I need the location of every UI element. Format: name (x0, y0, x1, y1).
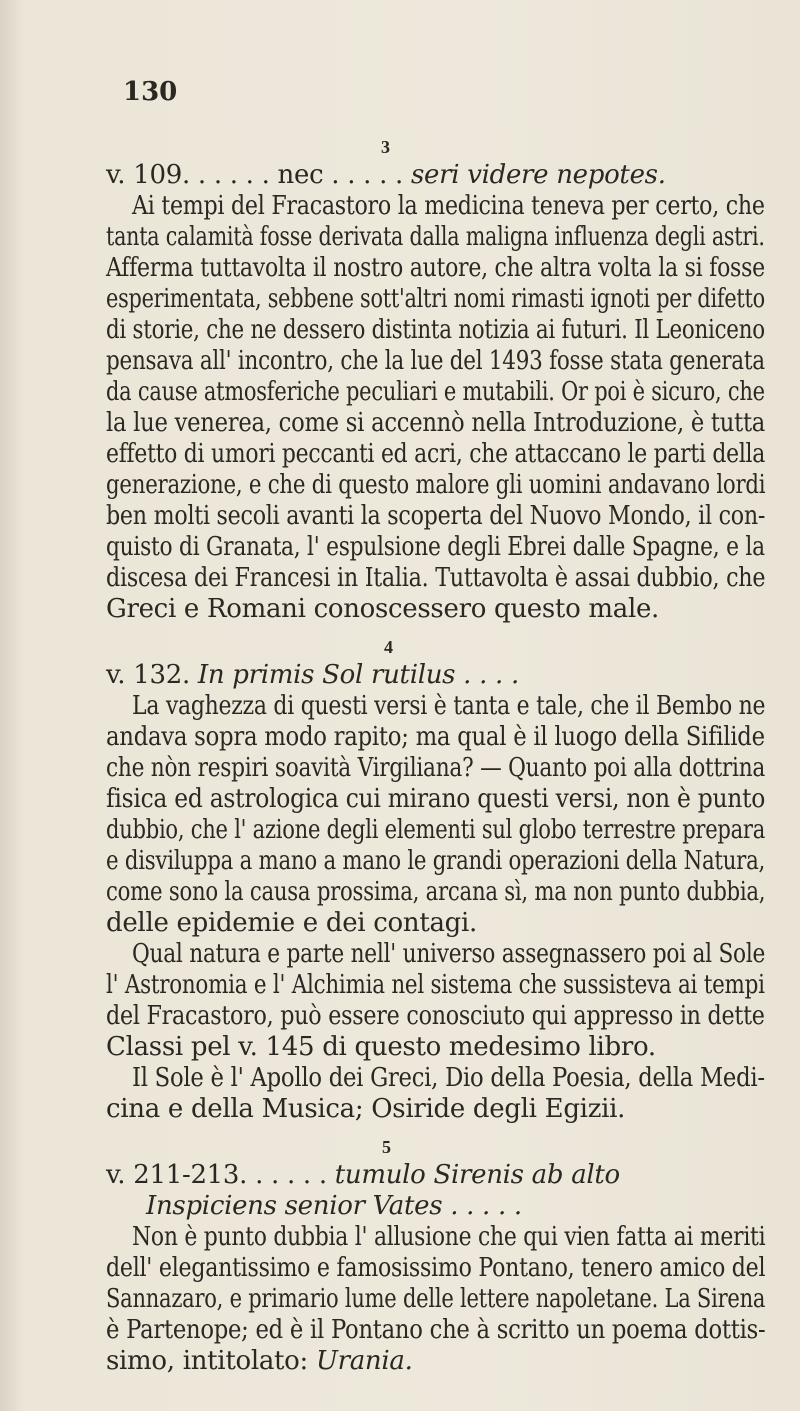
text-line: Ai tempi del Fracastoro la medicina teneva per certo, che (132, 191, 765, 221)
text-line: pensava all' incontro, che la lue del 1493 fosse stata generata (106, 346, 765, 376)
note-5-verse-ref: v. 211-213. . . . . . (106, 1160, 335, 1190)
text-line: fisica ed astrologica cui mirano questi versi, non è punto (106, 784, 766, 814)
text-line: dubbio, che l' azione degli elementi sul globo terrestre prepara (106, 815, 766, 845)
page-number: 130 (123, 77, 178, 107)
text-line: Sannazaro, e primario lume delle lettere napoletane. La Sirena (106, 1284, 766, 1314)
text-line: generazione, e che di questo malore gli uomini andavano lordi (106, 470, 766, 500)
poem-title: Urania. (315, 1346, 413, 1376)
text-line: che nòn respiri soavità Virgiliana? — Quanto poi alla dottrina (106, 753, 766, 783)
text-line: Greci e Romani conoscessero questo male. (106, 594, 660, 624)
note-3-reference (106, 160, 666, 190)
text-line: tanta calamità fosse derivata dalla maligna influenza degli astri. (106, 222, 765, 252)
text-line: e disviluppa a mano a mano le grandi operazioni della Natura, (106, 846, 766, 876)
text-line: del Fracastoro, può essere conosciuto qui appresso in dette (106, 1001, 765, 1031)
text-line: ben molti secoli avanti la scoperta del Nuovo Mondo, il con- (106, 501, 766, 531)
text-line: Afferma tuttavolta il nostro autore, che altra volta la si fosse (106, 253, 765, 283)
note-4-latin-quote: In primis Sol rutilus . . . . (197, 660, 519, 690)
text-line: da cause atmosferiche peculiari e mutabili. Or poi è sicuro, che (106, 377, 765, 407)
text-line: Classi pel v. 145 di questo medesimo libro. (106, 1032, 656, 1062)
note-3-verse-ref: v. 109. . . . . . nec . . . . . (106, 160, 411, 190)
text-line: cina e della Musica; Osiride degli Egizii. (106, 1094, 626, 1124)
text-line: La vaghezza di questi versi è tanta e tale, che il Bembo ne (132, 691, 766, 721)
text-line: dell' elegantissimo e famosissimo Pontano, tenero amico del (106, 1253, 766, 1283)
text-line: l' Astronomia e l' Alchimia nel sistema che sussisteva ai tempi (106, 970, 765, 1000)
text-line: effetto di umori peccanti ed acri, che attaccano le parti della (106, 439, 766, 469)
text-line-last (106, 1346, 413, 1376)
last-line-text: simo, intitolato: (106, 1346, 316, 1376)
text-line: discesa dei Francesi in Italia. Tuttavolta è assai dubbio, che (106, 563, 766, 593)
note-5-latin-quote-2: Inspiciens senior Vates . . . . . (146, 1191, 522, 1221)
note-5-latin-quote: tumulo Sirenis ab alto (334, 1160, 620, 1190)
text-line: esperimentata, sebbene sott'altri nomi rimasti ignoti per difetto (106, 284, 765, 314)
text-line: Non è punto dubbia l' allusione che qui vien fatta ai meriti (132, 1222, 766, 1252)
text-line: quisto di Granata, l' espulsione degli Ebrei dalle Spagne, e la (106, 532, 765, 562)
note-number-3: 3 (381, 137, 390, 157)
text-line: come sono la causa prossima, arcana sì, ma non punto dubbia, (106, 877, 766, 907)
note-3-latin-quote: seri videre nepotes. (410, 160, 666, 190)
note-4-reference (106, 660, 519, 690)
text-line: la lue venerea, come si accennò nella Introduzione, è tutta (106, 408, 766, 438)
text-line: Qual natura e parte nell' universo assegnassero poi al Sole (132, 939, 766, 969)
note-number-5: 5 (382, 1137, 391, 1157)
text-line: di storie, che ne dessero distinta notizia ai futuri. Il Leoniceno (106, 315, 765, 345)
text-line: è Partenope; ed è il Pontano che à scritto un poema dottis- (106, 1315, 766, 1345)
text-line: Il Sole è l' Apollo dei Greci, Dio della Poesia, della Medi- (132, 1063, 765, 1093)
note-5-reference (106, 1160, 620, 1190)
note-4-verse-ref: v. 132. (106, 660, 198, 690)
text-line: delle epidemie e dei contagi. (106, 908, 478, 938)
text-line: andava sopra modo rapito; ma qual è il luogo della Sifilide (106, 722, 765, 752)
note-number-4: 4 (384, 637, 393, 657)
